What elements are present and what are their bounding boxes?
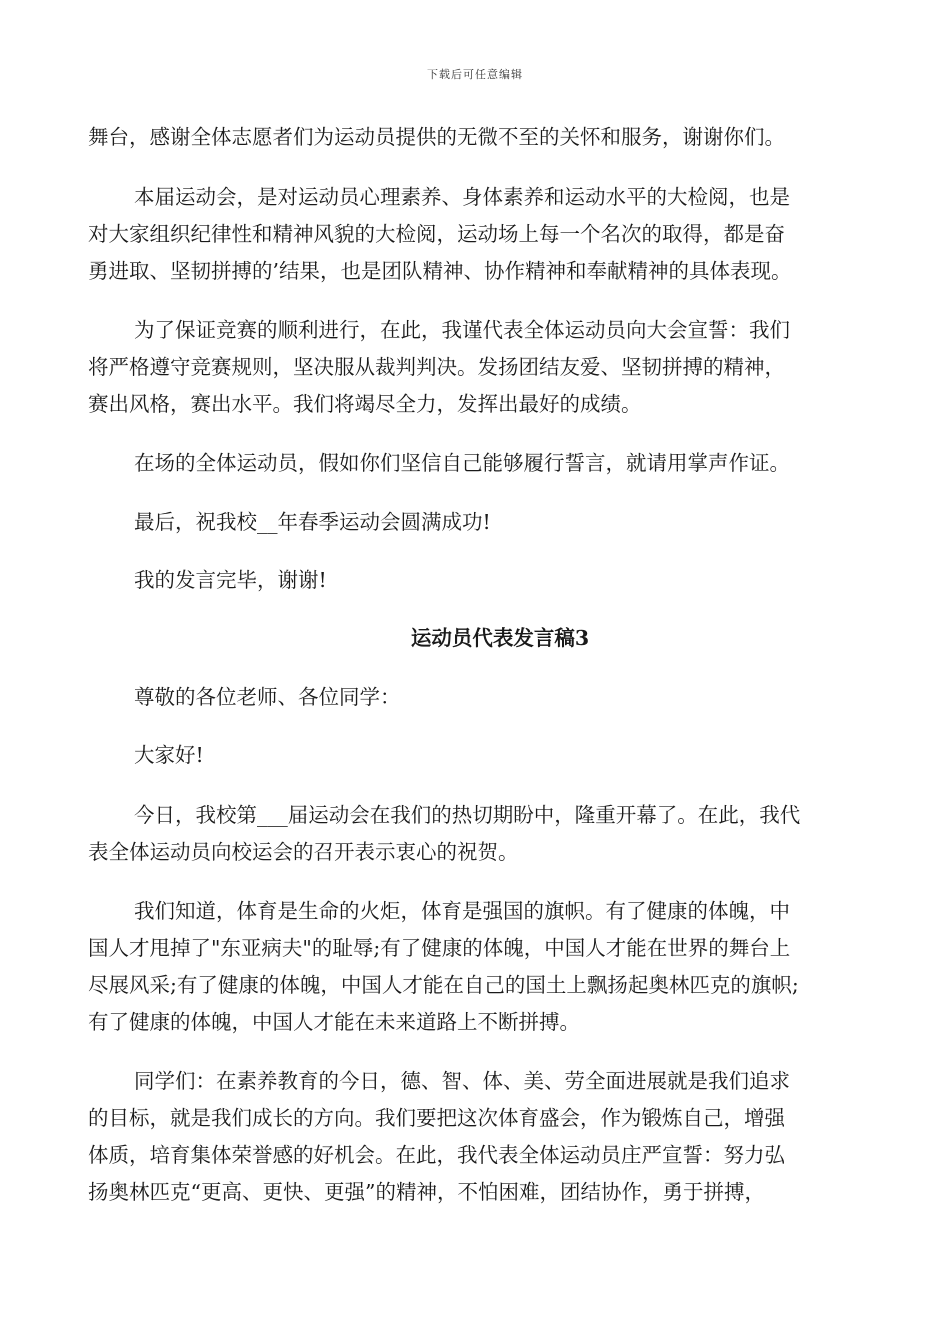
text-line: 将严格遵守竞赛规则，坚决服从裁判判决。发扬团结友爱、坚韧拼搏的精神，	[88, 355, 785, 379]
page-header: 下载后可任意编辑	[427, 68, 523, 81]
text-line: 勇进取、坚韧拼搏的’结果，也是团队精神、协作精神和奉献精神的具体表现。	[88, 259, 792, 283]
text-line: 扬奥林匹克“更高、更快、更强”的精神，不怕困难，团结协作，勇于拼搏，	[88, 1180, 765, 1204]
text-line: 的目标，就是我们成长的方向。我们要把这次体育盛会，作为锻炼自己，增强	[88, 1106, 785, 1130]
text-line: 体质，培育集体荣誉感的好机会。在此，我代表全体运动员庄严宣誓：努力弘	[88, 1143, 785, 1167]
text-line: 表全体运动员向校运会的召开表示衷心的祝贺。	[88, 840, 519, 864]
text-line: 今日，我校第___届运动会在我们的热切期盼中，隆重开幕了。在此，我代	[134, 803, 801, 827]
section-title: 运动员代表发言稿3	[410, 626, 590, 650]
text-line: 尽展风采;有了健康的体魄，中国人才能在自己的国土上飘扬起奥林匹克的旗帜;	[88, 973, 799, 997]
text-line: 在场的全体运动员，假如你们坚信自己能够履行誓言，就请用掌声作证。	[134, 451, 790, 475]
text-line: 我们知道，体育是生命的火炬，体育是强国的旗帜。有了健康的体魄，中	[134, 899, 790, 923]
text-line: 为了保证竞赛的顺利进行，在此，我谨代表全体运动员向大会宣誓：我们	[134, 318, 790, 342]
text-line: 舞台，感谢全体志愿者们为运动员提供的无微不至的关怀和服务，谢谢你们。	[88, 125, 785, 149]
text-line: 有了健康的体魄，中国人才能在未来道路上不断拼搏。	[88, 1010, 580, 1034]
text-line: 我的发言完毕，谢谢!	[134, 568, 327, 592]
text-line: 对大家组织纪律性和精神风貌的大检阅，运动场上每一个名次的取得，都是奋	[88, 222, 785, 246]
text-line: 国人才甩掉了"东亚病夫"的耻辱;有了健康的体魄，中国人才能在世界的舞台上	[88, 936, 791, 960]
text-line: 大家好!	[134, 743, 204, 767]
text-line: 最后，祝我校__年春季运动会圆满成功!	[134, 510, 491, 534]
text-line: 赛出风格，赛出水平。我们将竭尽全力，发挥出最好的成绩。	[88, 392, 642, 416]
text-line: 本届运动会，是对运动员心理素养、身体素养和运动水平的大检阅，也是	[134, 185, 790, 209]
text-line: 同学们：在素养教育的今日，德、智、体、美、劳全面进展就是我们追求	[134, 1069, 790, 1093]
text-line: 尊敬的各位老师、各位同学：	[134, 685, 401, 709]
